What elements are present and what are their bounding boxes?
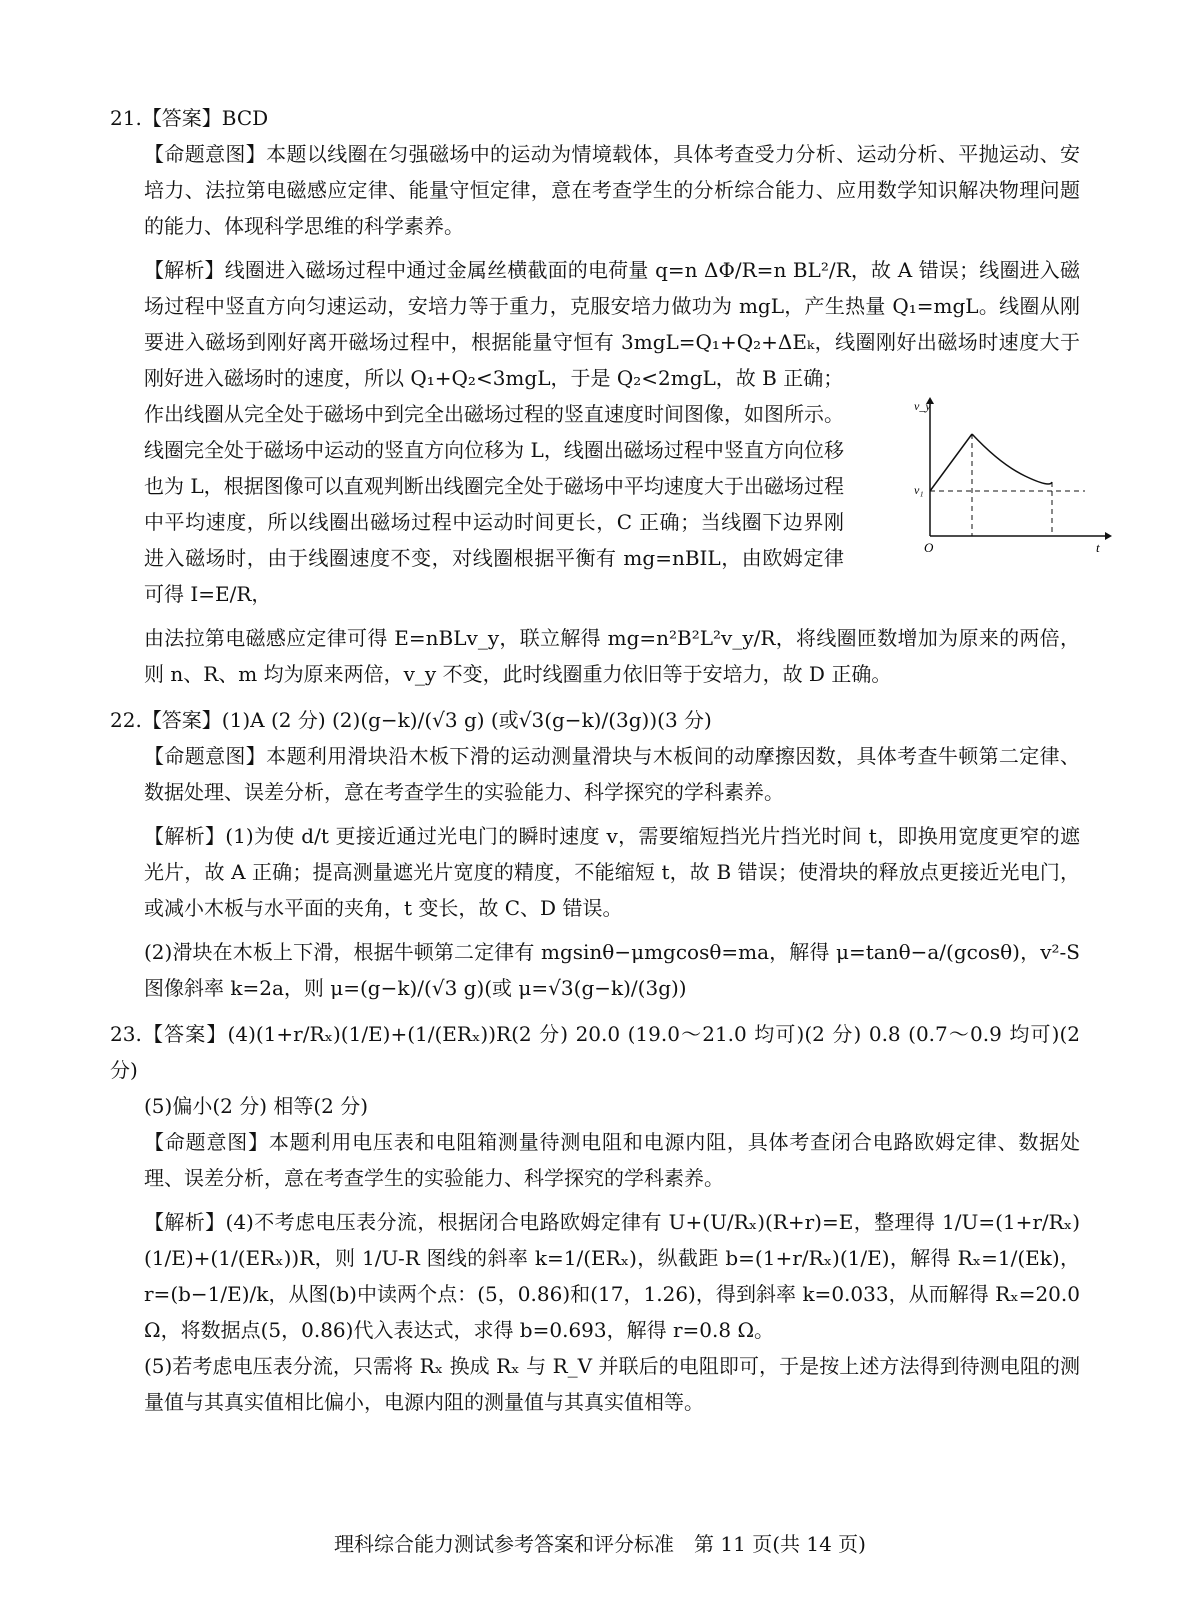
q22-answer: 【答案】(1)A (2 分) (2)(g−k)/(√3 g) (或√3(g−k)/(3g))(3 分): [141, 708, 712, 732]
q23-intent: 【命题意图】本题利用电压表和电阻箱测量待测电阻和电源内阻，具体考查闭合电路欧姆定律、数据处理、误差分析，意在考查学生的实验能力、科学探究的学科素养。: [144, 1130, 1080, 1190]
q22-analysis-2: (2)滑块在木板上下滑，根据牛顿第二定律有 mgsinθ−μmgcosθ=ma，解得 μ=tanθ−a/(gcosθ)，v²-S 图像斜率 k=2a，则 μ=(g−k)/(√3 g)(或 μ=√3(g−k)/(3g)): [144, 940, 1080, 1000]
q21-intent: 【命题意图】本题以线圈在匀强磁场中的运动为情境载体，具体考查受力分析、运动分析、平抛运动、安培力、法拉第电磁感应定律、能量守恒定律，意在考查学生的分析综合能力、应用数学知识解决物理问题的能力、体现科学思维的科学素养。: [144, 142, 1080, 238]
q22-intent: 【命题意图】本题利用滑块沿木板下滑的运动测量滑块与木板间的动摩擦因数，具体考查牛顿第二定律、数据处理、误差分析，意在考查学生的实验能力、科学探究的学科素养。: [144, 744, 1080, 804]
graph-rise-line: [930, 434, 972, 491]
page-footer: 理科综合能力测试参考答案和评分标准 第 11 页(共 14 页): [334, 1532, 866, 1556]
q23-answer: 【答案】(4)(1+r/Rₓ)(1/E)+(1/(ERₓ))R(2 分) 20.0 (19.0～21.0 均可)(2 分) 0.8 (0.7～0.9 均可)(2 分): [110, 1022, 1080, 1082]
question-22: [110, 702, 1080, 1006]
question-21: [110, 100, 1100, 692]
q21-analysis-1: 【解析】线圈进入磁场过程中通过金属丝横截面的电荷量 q=n ΔΦ/R=n BL²/R，故 A 错误；线圈进入磁场过程中竖直方向匀速运动，安培力等于重力，克服安培力做功为 mgL，产生热量 Q₁=mgL。线圈从刚要进入磁场到刚好离开磁场过程中，根据能量守恒有 3mgL=Q₁+Q₂+ΔEₖ，线圈刚好出磁场时速度大于刚好进入磁场时的速度，所以 Q₁+Q₂<3mgL，于是 Q₂<2mgL，故 B 正确；: [144, 258, 1080, 390]
q23-number: 23.: [110, 1022, 142, 1046]
q23-analysis-1: 【解析】(4)不考虑电压表分流，根据闭合电路欧姆定律有 U+(U/Rₓ)(R+r)=E，整理得 1/U=(1+r/Rₓ)(1/E)+(1/(ERₓ))R，则 1/U-R 图线的斜率 k=1/(ERₓ)，纵截距 b=(1+r/Rₓ)(1/E)，解得 Rₓ=1/(Ek)，r=(b−1/E)/k，从图(b)中读两个点：(5，0.86)和(17，1.26)，得到斜率 k=0.033，从而解得 Rₓ=20.0 Ω，将数据点(5，0.86)代入表达式，求得 b=0.693，解得 r=0.8 Ω。: [144, 1210, 1080, 1342]
q21-answer: 【答案】BCD: [141, 106, 269, 130]
t-label: t: [1096, 540, 1100, 555]
q22-number: 22.: [110, 708, 142, 732]
q21-number: 21.: [110, 106, 142, 130]
question-23: [110, 1016, 1080, 1420]
t-axis-arrow-icon: [1105, 532, 1112, 540]
vy-label: v_y: [914, 399, 931, 413]
vy-t-graph: [900, 396, 1120, 556]
graph-decay-curve: [972, 434, 1052, 484]
v1-label: v₁: [914, 483, 924, 497]
q23-analysis-2: (5)若考虑电压表分流，只需将 Rₓ 换成 Rₓ 与 R_V 并联后的电阻即可，于是按上述方法得到待测电阻的测量值与其真实值相比偏小，电源内阻的测量值与其真实值相等。: [144, 1354, 1080, 1414]
answer-page: [110, 100, 1100, 1420]
q23-answer-2: (5)偏小(2 分) 相等(2 分): [144, 1094, 369, 1118]
q21-analysis-3: 由法拉第电磁感应定律可得 E=nBLv_y，联立解得 mg=n²B²L²v_y/R，将线圈匝数增加为原来的两倍，则 n、R、m 均为原来两倍，v_y 不变，此时线圈重力依旧等于安培力，故 D 正确。: [144, 626, 1080, 686]
q21-analysis-2: 作出线圈从完全处于磁场中到完全出磁场过程的竖直速度时间图像，如图所示。线圈完全处于磁场中运动的竖直方向位移为 L，线圈出磁场过程中竖直方向位移也为 L，根据图像可以直观判断出线圈完全处于磁场中平均速度大于出磁场过程中平均速度，所以线圈出磁场过程中运动时间更长，C 正确；当线圈下边界刚进入磁场时，由于线圈速度不变，对线圈根据平衡有 mg=nBIL，由欧姆定律可得 I=E/R，: [144, 402, 844, 606]
q22-analysis-1: 【解析】(1)为使 d/t 更接近通过光电门的瞬时速度 v，需要缩短挡光片挡光时间 t，即换用宽度更窄的遮光片，故 A 正确；提高测量遮光片宽度的精度，不能缩短 t，故 B 错误；使滑块的释放点更接近光电门，或减小木板与水平面的夹角，t 变长，故 C、D 错误。: [144, 824, 1080, 920]
origin-label: O: [924, 540, 934, 555]
